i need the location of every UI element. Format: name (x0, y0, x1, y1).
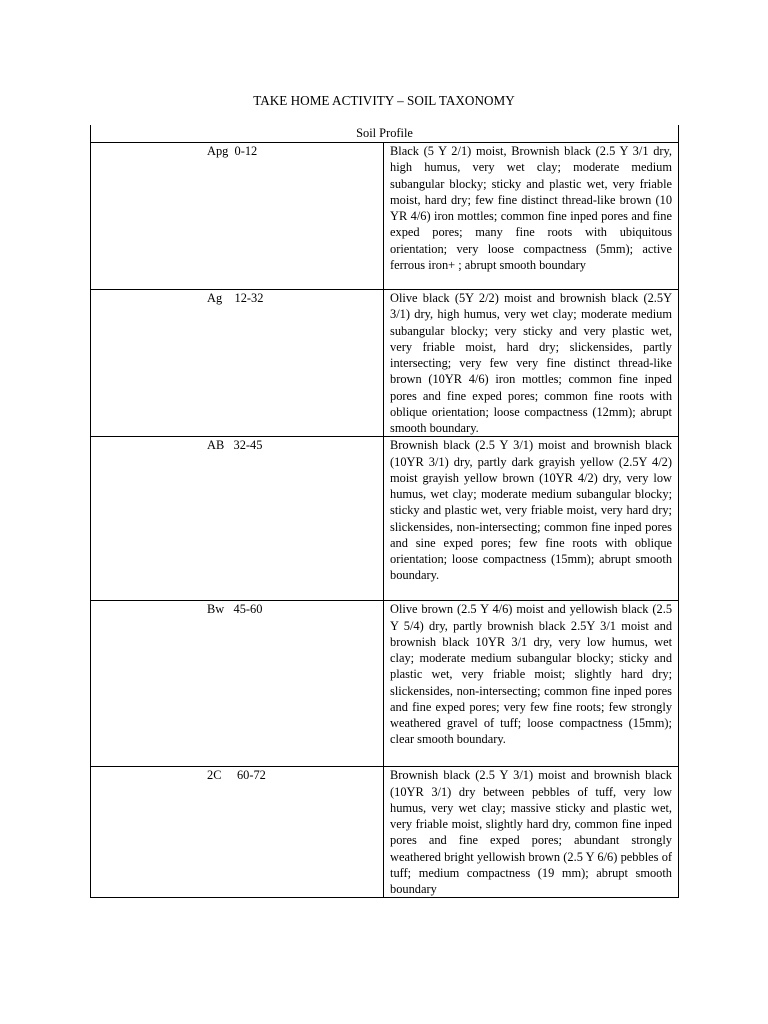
table-row (91, 437, 679, 601)
table-row (91, 767, 679, 898)
horizon-label: AB 32-45 (207, 438, 263, 453)
horizon-label: Bw 45-60 (207, 602, 263, 617)
description-cell: Olive brown (2.5 Y 4/6) moist and yellowish black (2.5 Y 5/4) dry, partly brownish black 2.5Y 3/1 moist and brownish black 10YR 3/1 dry, very low humus, wet clay; moderate medium subangular blocky; sticky and plastic wet, very friable moist; slightly hard dry; slickensides, non-intersecting; common fine inped pores and fine exped pores; very few fine roots; few strongly weathered gravel of tuff; loose compactness (15mm); clear smooth boundary. (384, 601, 679, 767)
soil-profile-table (90, 125, 679, 898)
description-cell: Olive black (5Y 2/2) moist and brownish black (2.5Y 3/1) dry, high humus, very wet clay; moderate medium subangular blocky; very sticky and very plastic wet, very friable moist, hard dry; slickensides, partly intersecting; very few very fine distinct thread-like brown (10YR 4/6) iron mottles; common fine inped pores and fine exped pores; common fine roots with oblique orientation; loose compactness (12mm); abrupt smooth boundary. (384, 290, 679, 437)
description-cell: Black (5 Y 2/1) moist, Brownish black (2.5 Y 3/1 dry, high humus, very wet clay; moderate medium subangular blocky; sticky and plastic wet, very friable moist, hard dry; few fine distinct thread-like brown (10 YR 4/6) iron mottles; common fine inped pores and fine exped pores; many fine roots with ubiquitous orientation; very loose compactness (5mm); active ferrous iron+ ; abrupt smooth boundary (384, 143, 679, 290)
horizon-cell (91, 143, 384, 290)
table-header: Soil Profile (91, 125, 679, 143)
table-header-row (91, 125, 679, 143)
table-row (91, 601, 679, 767)
horizon-cell (91, 767, 384, 898)
horizon-label: Apg 0-12 (207, 144, 258, 158)
description-cell: Brownish black (2.5 Y 3/1) moist and brownish black (10YR 3/1) dry, partly dark grayish yellow (2.5Y 4/2) moist grayish yellow brown (10YR 4/2) dry, very low humus, wet clay; moderate medium subangular blocky; sticky and plastic wet, very friable moist, very hard dry; slickensides, non-intersecting; common fine inped pores and sine exped pores; few fine roots with oblique orientation; loose compactness (15mm); abrupt smooth boundary. (384, 437, 679, 601)
description-cell: Brownish black (2.5 Y 3/1) moist and brownish black (10YR 3/1) dry between pebbles of tuff, very low humus, very wet clay; massive sticky and plastic wet, very friable moist, slightly hard dry, common fine inped pores and fine exped pores; abundant strongly weathered bright yellowish brown (2.5 Y 6/6) pebbles of tuff; medium compactness (19 mm); abrupt smooth boundary (384, 767, 679, 898)
horizon-cell (91, 437, 384, 601)
table-row (91, 143, 679, 290)
horizon-cell (91, 601, 384, 767)
table-row (91, 290, 679, 437)
horizon-label: Ag 12-32 (207, 291, 264, 305)
page-title: TAKE HOME ACTIVITY – SOIL TAXONOMY (253, 93, 515, 108)
horizon-label: 2C 60-72 (207, 768, 266, 783)
horizon-cell (91, 290, 384, 437)
